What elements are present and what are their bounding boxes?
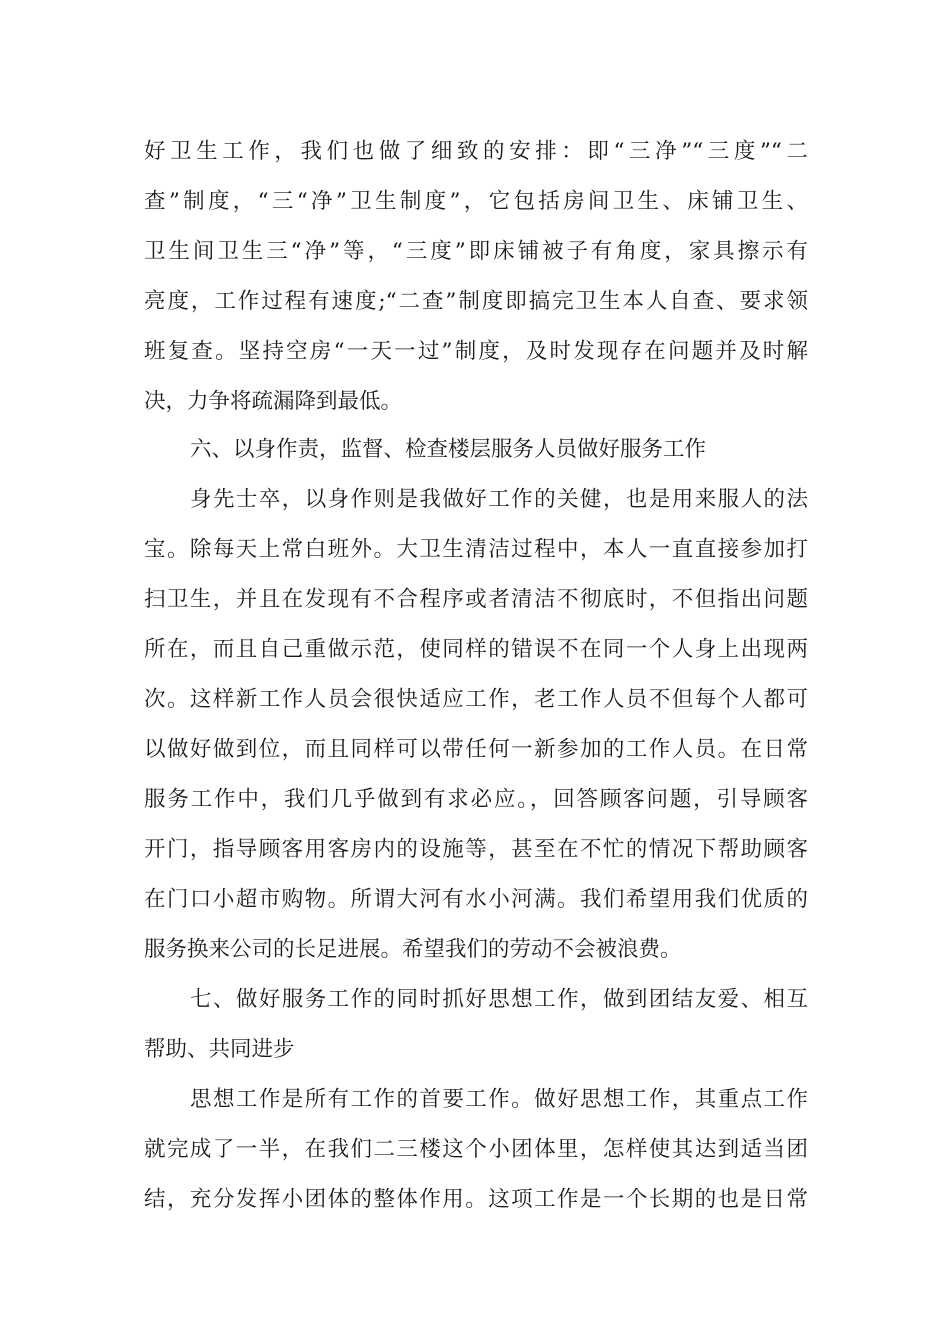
text-line: 班复查。坚持空房“一天一过”制度，及时发现存在问题并及时解: [144, 339, 808, 364]
section-heading: 六、以身作责，监督、检查楼层服务人员做好服务工作: [190, 437, 707, 462]
text-line: 思想工作是所有工作的首要工作。做好思想工作，其重点工作: [190, 1087, 808, 1112]
text-line: 卫生间卫生三“净”等，“三度”即床铺被子有角度，家具擦示有: [144, 239, 808, 264]
text-line: 身先士卒，以身作则是我做好工作的关健，也是用来服人的法: [190, 487, 808, 512]
text-line: 好卫生工作，我们也做了细致的安排：即“三净”“三度”“二: [144, 139, 808, 164]
text-line: 扫卫生，并且在发现有不合程序或者清洁不彻底时，不但指出问题: [144, 587, 808, 612]
text-line: 次。这样新工作人员会很快适应工作，老工作人员不但每个人都可: [144, 687, 808, 712]
section-heading-continuation: 帮助、共同进步: [144, 1037, 295, 1062]
text-line: 查”制度，“三“净”卫生制度”，它包括房间卫生、床铺卫生、: [144, 189, 808, 214]
text-line: 开门，指导顾客用客房内的设施等，甚至在不忙的情况下帮助顾客: [144, 837, 808, 862]
text-line: 以做好做到位，而且同样可以带任何一新参加的工作人员。在日常: [144, 737, 808, 762]
section-heading: 七、做好服务工作的同时抓好思想工作，做到团结友爱、相互: [190, 987, 808, 1012]
text-line: 亮度，工作过程有速度;“二查”制度即搞完卫生本人自查、要求领: [144, 289, 808, 314]
text-line: 宝。除每天上常白班外。大卫生清洁过程中，本人一直直接参加打: [144, 537, 808, 562]
text-line: 在门口小超市购物。所谓大河有水小河满。我们希望用我们优质的: [144, 887, 808, 912]
text-line: 服务换来公司的长足进展。希望我们的劳动不会被浪费。: [144, 937, 682, 962]
text-line: 就完成了一半，在我们二三楼这个小团体里，怎样使其达到适当团: [144, 1137, 808, 1162]
text-line: 服务工作中，我们几乎做到有求必应。，回答顾客问题，引导顾客: [144, 787, 808, 812]
text-line: 决，力争将疏漏降到最低。: [144, 389, 403, 414]
text-line: 所在，而且自己重做示范，使同样的错误不在同一个人身上出现两: [144, 637, 808, 662]
text-line: 结，充分发挥小团体的整体作用。这项工作是一个长期的也是日常: [144, 1187, 808, 1212]
